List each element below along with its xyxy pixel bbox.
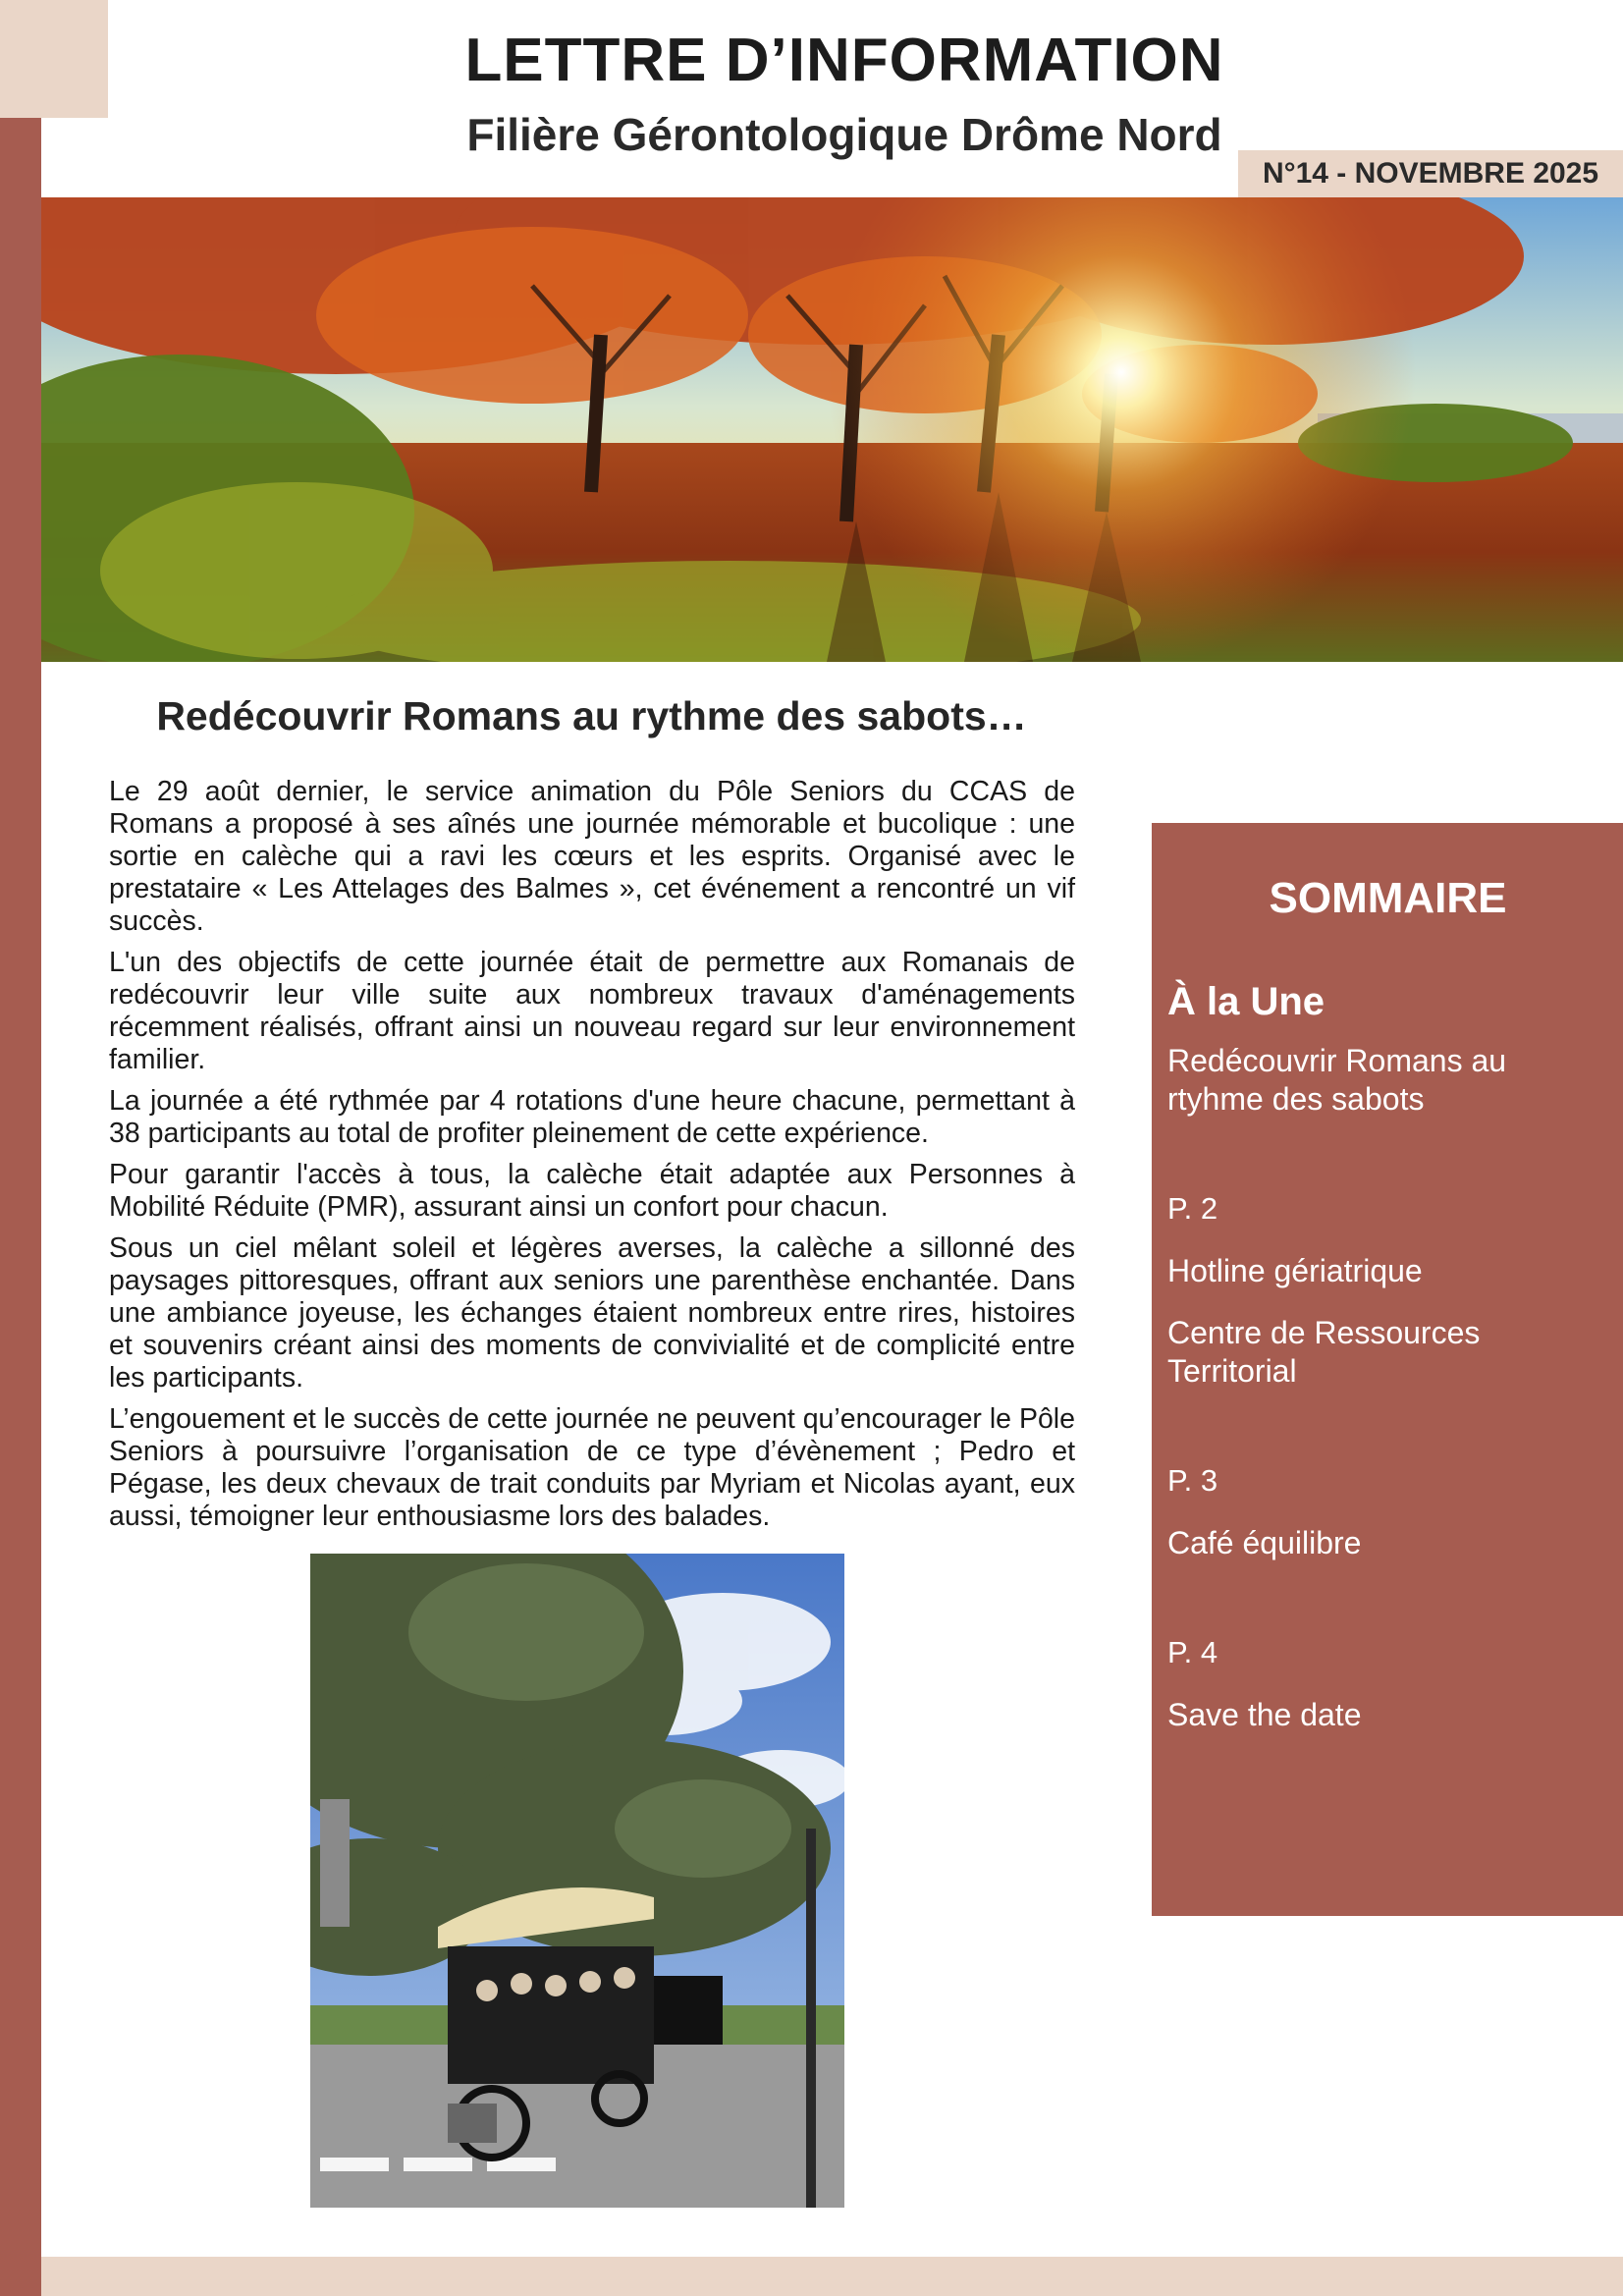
- article-paragraph: Sous un ciel mêlant soleil et légères averses, la calèche a sillonné des paysages pittoresques, offrant aux seniors une parenthèse enchantée. Dans une ambiance joyeuse, les échanges étaient nombreux entre rires, histoires et souvenirs créant ainsi des moments de convivialité et de complicité entre les participants.: [109, 1232, 1075, 1394]
- article-body: [109, 776, 1075, 1542]
- sommaire-item[interactable]: Centre de Ressources Territorial: [1167, 1315, 1481, 1389]
- left-accent-bar: [0, 118, 41, 2296]
- sommaire-une-heading: À la Une: [1167, 980, 1325, 1023]
- issue-badge: N°14 - NOVEMBRE 2025: [1238, 150, 1623, 197]
- sommaire-page-label: P. 4: [1167, 1635, 1218, 1669]
- sommaire-item[interactable]: Save the date: [1167, 1697, 1362, 1732]
- newsletter-title: LETTRE D’INFORMATION: [464, 27, 1224, 94]
- article-paragraph: La journée a été rythmée par 4 rotations d'une heure chacune, permettant à 38 participants au total de profiter pleinement de cette expérience.: [109, 1085, 1075, 1149]
- sommaire-title: SOMMAIRE: [1269, 874, 1507, 922]
- article-paragraph: Pour garantir l'accès à tous, la calèche était adaptée aux Personnes à Mobilité Réduite (PMR), assurant ainsi un confort pour chacun.: [109, 1159, 1075, 1223]
- sommaire-page-label: P. 2: [1167, 1191, 1218, 1226]
- sommaire-item[interactable]: Redécouvrir Romans au rtyhme des sabots: [1167, 1043, 1507, 1117]
- carriage-photo: [310, 1554, 844, 2208]
- sommaire-item[interactable]: Café équilibre: [1167, 1525, 1362, 1560]
- article-paragraph: L'un des objectifs de cette journée était de permettre aux Romanais de redécouvrir leur ville suite aux nombreux travaux d'aménagements récemment réalisés, offrant ainsi un nouveau regard sur leur environnement familier.: [109, 947, 1075, 1075]
- sommaire-panel: [1152, 823, 1623, 1916]
- article-title: Redécouvrir Romans au rythme des sabots…: [156, 693, 1027, 738]
- bottom-accent-bar: [41, 2257, 1623, 2296]
- newsletter-subtitle: Filière Gérontologique Drôme Nord: [466, 109, 1222, 160]
- sommaire-item[interactable]: Hotline gériatrique: [1167, 1253, 1423, 1288]
- sommaire-page-label: P. 3: [1167, 1463, 1218, 1498]
- article-paragraph: Le 29 août dernier, le service animation du Pôle Seniors du CCAS de Romans a proposé à ses aînés une journée mémorable et bucolique : une sortie en calèche qui a ravi les cœurs et les esprits. Organisé avec le prestataire « Les Attelages des Balmes », cet événement a rencontré un vif succès.: [109, 776, 1075, 937]
- article-paragraph: L’engouement et le succès de cette journée ne peuvent qu’encourager le Pôle Seniors à poursuivre l’organisation de ce type d’évènement ; Pedro et Pégase, les deux chevaux de trait conduits par Myriam et Nicolas ayant, eux aussi, témoigner leur enthousiasme lors des balades.: [109, 1403, 1075, 1532]
- hero-autumn-image: [41, 197, 1623, 662]
